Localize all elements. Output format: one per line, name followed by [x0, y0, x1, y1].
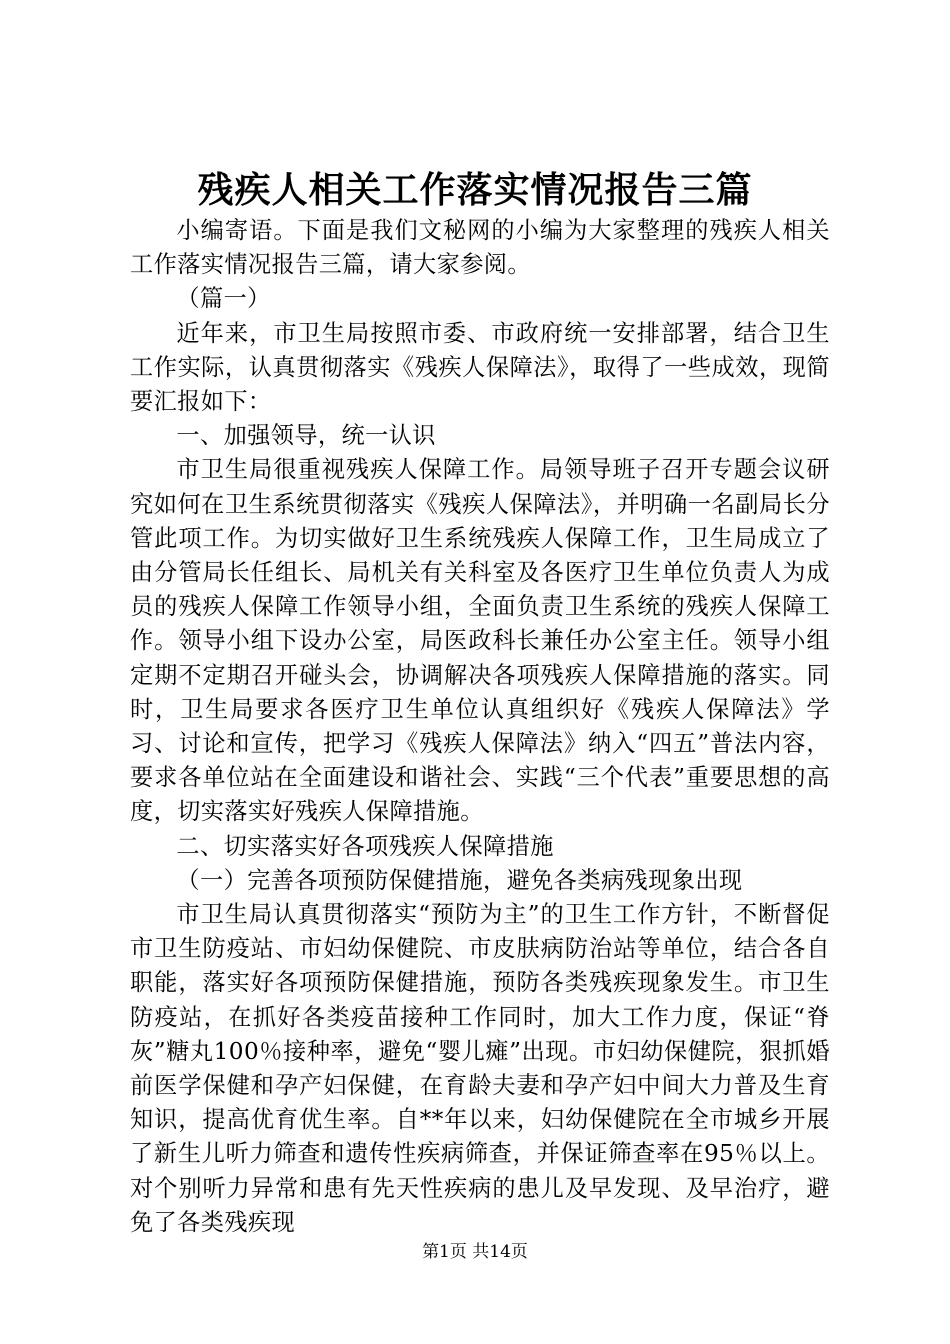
page-footer: 第1页 共14页	[422, 1242, 528, 1262]
section-label: （篇一）	[176, 285, 271, 313]
body-paragraph: 市卫生局认真贯彻落实“预防为主”的卫生工作方针，不断督促市卫生防疫站、市妇幼保健院、市皮肤病防治站等单位，结合各自职能，落实好各项预防保健措施，预防各类残疾现象发生。市卫生防疫站，在抓好各类疫苗接种工作同时，加大工作力度，保证“脊灰”糖丸100％接种率，避免“婴儿瘫”出现。市妇幼保健院，狠抓婚前医学保健和孕产妇保健，在育龄夫妻和孕产妇中间大力普及生育知识，提高优育优生率。自**年以来，妇幼保健院在全市城乡开展了新生儿听力筛查和遗传性疾病筛查，并保证筛查率在95％以上。对个别听力异常和患有先天性疾病的患儿及早发现、及早治疗，避免了各类残疾现	[130, 901, 830, 1236]
heading-2: 二、切实落实好各项残疾人保障措施	[176, 832, 554, 860]
intro-paragraph: 小编寄语。下面是我们文秘网的小编为大家整理的残疾人相关工作落实情况报告三篇，请大家参阅。	[130, 217, 830, 279]
subheading-1: （一）完善各项预防保健措施，避免各类病残现象出现	[176, 866, 743, 894]
document-body	[130, 214, 830, 1240]
document-title: 残疾人相关工作落实情况报告三篇	[197, 169, 753, 211]
body-paragraph: 市卫生局很重视残疾人保障工作。局领导班子召开专题会议研究如何在卫生系统贯彻落实《残疾人保障法》，并明确一名副局长分管此项工作。为切实做好卫生系统残疾人保障工作，卫生局成立了由分管局长任组长、局机关有关科室及各医疗卫生单位负责人为成员的残疾人保障工作领导小组，全面负责卫生系统的残疾人保障工作。领导小组下设办公室，局医政科长兼任办公室主任。领导小组定期不定期召开碰头会，协调解决各项残疾人保障措施的落实。同时，卫生局要求各医疗卫生单位认真组织好《残疾人保障法》学习、讨论和宣传，把学习《残疾人保障法》纳入“四五”普法内容，要求各单位站在全面建设和谐社会、实践“三个代表”重要思想的高度，切实落实好残疾人保障措施。	[130, 456, 830, 826]
body-paragraph: 近年来，市卫生局按照市委、市政府统一安排部署，结合卫生工作实际，认真贯彻落实《残疾人保障法》，取得了一些成效，现简要汇报如下：	[130, 319, 830, 416]
heading-1: 一、加强领导，统一认识	[176, 422, 436, 450]
